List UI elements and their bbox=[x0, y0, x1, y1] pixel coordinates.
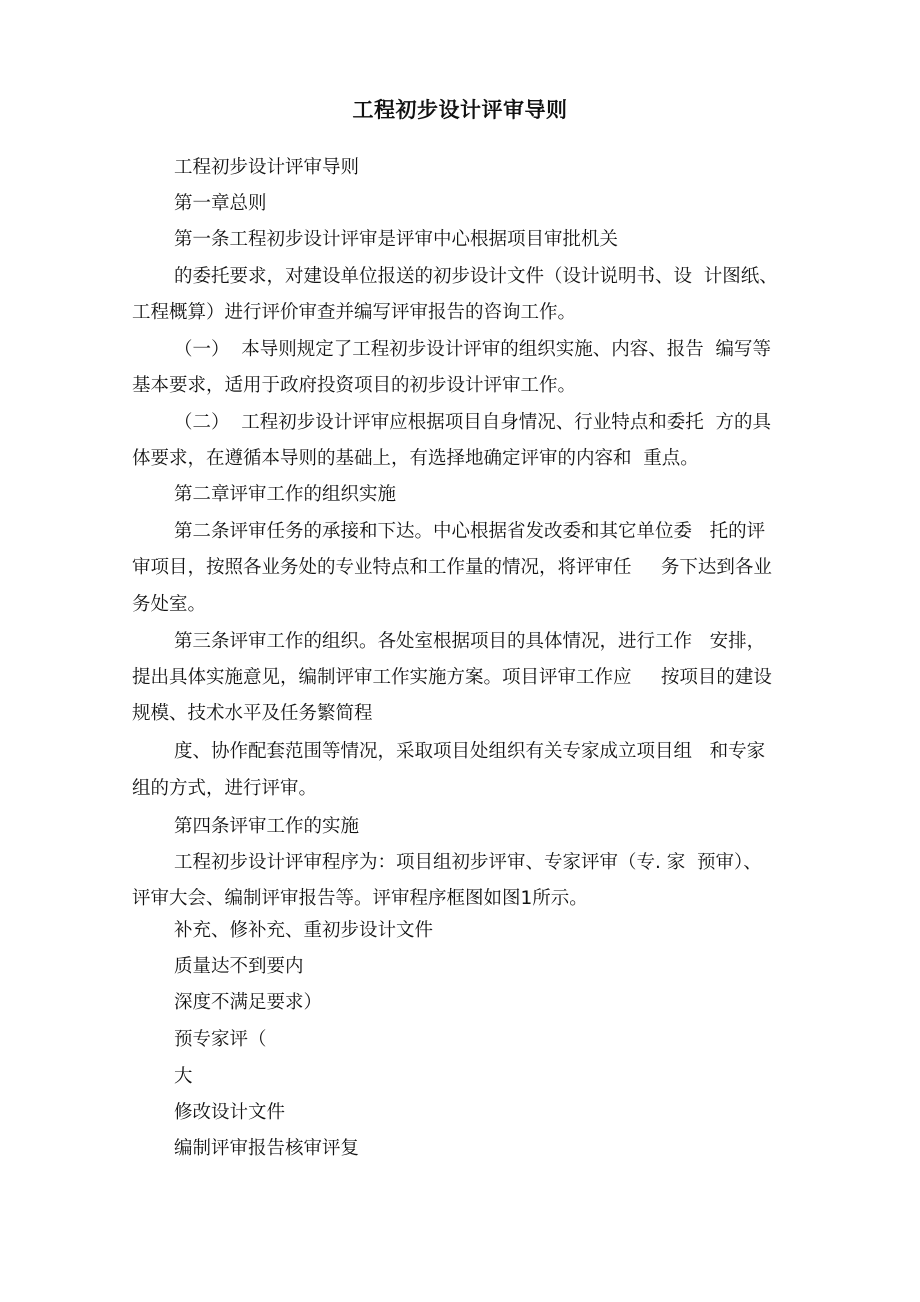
flowchart-text-3: 深度不满足要求） bbox=[174, 992, 323, 1013]
chapter-2-heading: 第二章评审工作的组织实施 bbox=[174, 484, 397, 505]
article-4-line-2: 评审大会、编制评审报告等。评审程序框图如图1所示。 bbox=[132, 888, 588, 909]
flowchart-text-1: 补充、修补充、重初步设计文件 bbox=[174, 920, 434, 941]
article-2-line-2: 审项目，按照各业务处的专业特点和工作量的情况，将评审任 务下达到各业 bbox=[132, 557, 772, 578]
article-3-line-1: 第三条评审工作的组织。各处室根据项目的具体情况，进行工作 安排， bbox=[174, 631, 766, 652]
article-2-line-3: 务处室。 bbox=[132, 594, 207, 615]
flowchart-text-5: 大 bbox=[174, 1066, 193, 1087]
article-2-line-1: 第二条评审任务的承接和下达。中心根据省发改委和其它单位委 托的评 bbox=[174, 521, 766, 542]
chapter-1-heading: 第一章总则 bbox=[174, 193, 267, 214]
article-3-line-4: 度、协作配套范围等情况，采取项目处组织有关专家成立项目组 和专家 bbox=[174, 741, 766, 762]
flowchart-text-2: 质量达不到要内 bbox=[174, 956, 304, 977]
document-title: 工程初步设计评审导则 bbox=[352, 98, 568, 122]
subtitle-line: 工程初步设计评审导则 bbox=[174, 157, 360, 178]
article-1-line-3: 工程概算）进行评价审查并编写评审报告的咨询工作。 bbox=[132, 302, 577, 323]
article-4-line-1: 工程初步设计评审程序为：项目组初步评审、专家评审（专. 家 预审）、 bbox=[174, 852, 762, 873]
article-3-line-2: 提出具体实施意见，编制评审工作实施方案。项目评审工作应 按项目的建设 bbox=[132, 667, 772, 688]
flowchart-text-7: 编制评审报告核审评复 bbox=[174, 1138, 360, 1159]
article-3-line-5: 组的方式，进行评审。 bbox=[132, 778, 318, 799]
clause-1-line-1: （一） 本导则规定了工程初步设计评审的组织实施、内容、报告 编写等 bbox=[174, 339, 772, 360]
article-4-heading: 第四条评审工作的实施 bbox=[174, 816, 360, 837]
clause-2-line-1: （二） 工程初步设计评审应根据项目自身情况、行业特点和委托 方的具 bbox=[174, 412, 772, 433]
article-1-line-1: 第一条工程初步设计评审是评审中心根据项目审批机关 bbox=[174, 229, 619, 250]
flowchart-text-6: 修改设计文件 bbox=[174, 1102, 286, 1123]
clause-2-line-2: 体要求，在遵循本导则的基础上，有选择地确定评审的内容和 重点。 bbox=[132, 448, 699, 469]
flowchart-text-4: 预专家评（ bbox=[174, 1029, 267, 1050]
article-1-line-2: 的委托要求，对建设单位报送的初步设计文件（设计说明书、设 计图纸、 bbox=[174, 266, 778, 287]
clause-1-line-2: 基本要求，适用于政府投资项目的初步设计评审工作。 bbox=[132, 375, 577, 396]
article-3-line-3: 规模、技术水平及任务繁简程 bbox=[132, 703, 373, 724]
